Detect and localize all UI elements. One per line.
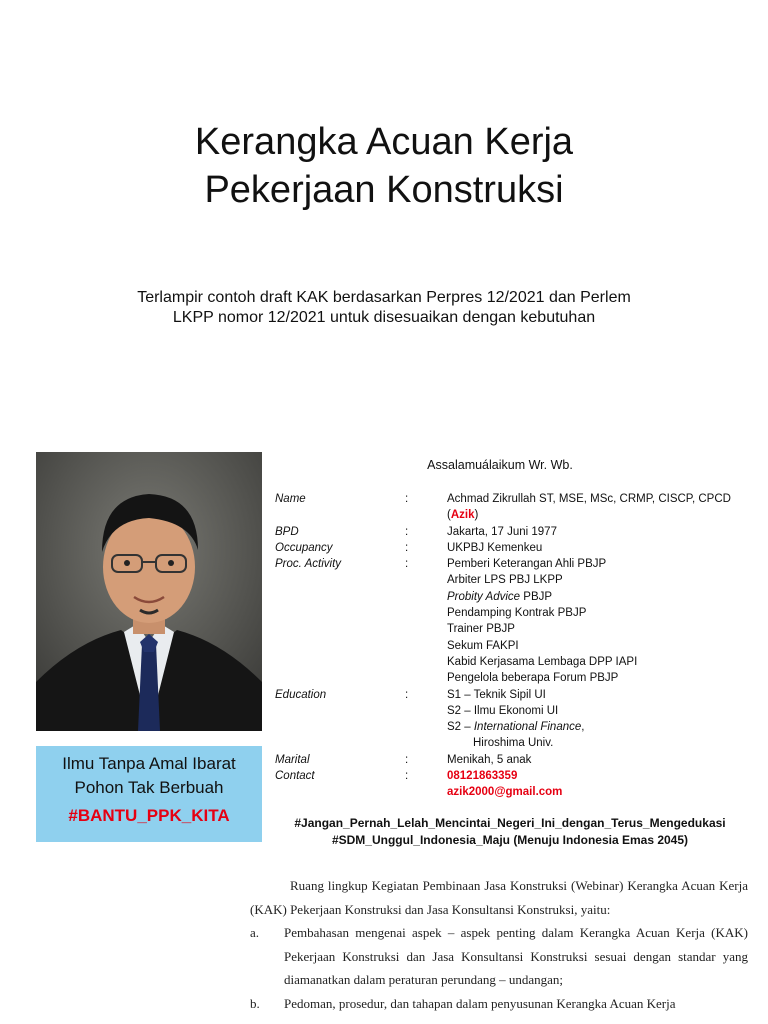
education-item	[447, 719, 755, 735]
profile-info	[275, 491, 755, 801]
proc-item: Pendamping Kontrak PBJP	[447, 607, 587, 620]
proc-item: Pengelola beberapa Forum PBJP	[447, 672, 619, 685]
nick-close: )	[474, 509, 479, 522]
subtitle-line-2: LKPP nomor 12/2021 untuk disesuaikan dengan kebutuhan	[172, 309, 596, 326]
motto-hashtag: #BANTU_PPK_KITA	[68, 806, 230, 825]
motto-box	[36, 746, 262, 842]
marital-value: Menikah, 5 anak	[447, 753, 532, 766]
proc-item: Sekum FAKPI	[447, 639, 519, 652]
contact-phone: 08121863359	[447, 770, 518, 783]
profile-photo	[36, 452, 262, 731]
motto-line-2: Pohon Tak Berbuah	[74, 778, 224, 797]
probity-suffix: PBJP	[520, 590, 553, 603]
contact-list	[447, 768, 755, 801]
motto-line-1: Ilmu Tanpa Amal Ibarat	[62, 754, 236, 773]
education-item: Hiroshima Univ.	[473, 737, 554, 750]
education-list	[447, 687, 755, 752]
bpd-value: Jakarta, 17 Juni 1977	[447, 525, 557, 538]
proc-label: Proc. Activity	[275, 558, 342, 571]
doc-item-text: Pedoman, prosedur, dan tahapan dalam penyusunan Kerangka Acuan Kerja	[284, 995, 676, 1011]
title-line-2: Pekerjaan Konstruksi	[204, 169, 564, 211]
subtitle-line-1: Terlampir contoh draft KAK berdasarkan Perpres 12/2021 dan Perlem	[137, 289, 631, 306]
doc-list-item	[250, 921, 748, 992]
profile-row-bpd	[275, 524, 755, 540]
proc-item: Pemberi Keterangan Ahli PBJP	[447, 558, 607, 571]
doc-intro: Ruang lingkup Kegiatan Pembinaan Jasa Konstruksi (Webinar) Kerangka Acuan Kerja (KAK) Pekerjaan Konstruksi dan Jasa Konsultansi Konstruksi, yaitu:	[250, 878, 748, 917]
profile-row-name	[275, 491, 755, 524]
document-excerpt	[250, 874, 748, 1015]
education-comma: ,	[581, 721, 585, 734]
name-value: Achmad Zikrullah ST, MSE, MSc, CRMP, CISCP, CPCD	[447, 493, 731, 505]
proc-item: Arbiter LPS PBJ LKPP	[447, 574, 563, 587]
doc-item-marker: b.	[250, 995, 260, 1011]
nick-open: (	[447, 509, 451, 522]
doc-item-text: Pembahasan mengenai aspek – aspek penting dalam Kerangka Acuan Kerja (KAK) Pekerjaan Konstruksi dan Jasa Konsultansi Konstruksi sesuai dengan standar yang diamanatkan dalam peraturan perundang – undangan;	[284, 925, 748, 987]
colon: :	[405, 558, 409, 571]
name-nick-line	[447, 507, 755, 523]
profile-row-contact	[275, 768, 755, 801]
name-nick: Azik	[450, 509, 475, 522]
colon: :	[405, 525, 409, 538]
doc-list-item	[250, 992, 748, 1016]
occupancy-value: UKPBJ Kemenkeu	[447, 541, 543, 554]
proc-item: Kabid Kerjasama Lembaga DPP IAPI	[447, 655, 638, 668]
hashtag-line-1: #Jangan_Pernah_Lelah_Mencintai_Negeri_Ini_dengan_Terus_Mengedukasi	[294, 816, 726, 830]
profile-row-occupancy	[275, 540, 755, 556]
education-prefix: S2 –	[447, 721, 474, 734]
hashtag-line-2: #SDM_Unggul_Indonesia_Maju (Menuju Indonesia Emas 2045)	[331, 833, 689, 847]
slide-title	[0, 118, 768, 214]
hashtag-block	[260, 815, 760, 849]
proc-list	[447, 556, 755, 686]
portrait-illustration	[36, 452, 262, 731]
name-value-cell	[447, 491, 755, 524]
occupancy-label: Occupancy	[275, 541, 333, 554]
education-item: S1 – Teknik Sipil UI	[447, 688, 546, 701]
marital-label: Marital	[275, 753, 310, 766]
proc-item: Trainer PBJP	[447, 623, 515, 636]
colon: :	[405, 541, 409, 554]
colon: :	[405, 770, 409, 783]
colon: :	[405, 753, 409, 766]
probity-advice-text: Probity Advice	[447, 590, 521, 603]
contact-email: azik2000@gmail.com	[447, 786, 563, 799]
doc-item-marker: a.	[250, 925, 260, 940]
colon: :	[405, 493, 409, 505]
name-label: Name	[275, 493, 306, 505]
colon: :	[405, 688, 409, 701]
education-label: Education	[275, 688, 327, 701]
contact-label: Contact	[275, 770, 315, 783]
education-major: International Finance	[473, 721, 582, 734]
greeting: Assalamuálaikum Wr. Wb.	[427, 458, 573, 472]
profile-row-education	[275, 687, 755, 752]
education-item: S2 – Ilmu Ekonomi UI	[447, 704, 559, 717]
title-line-1: Kerangka Acuan Kerja	[194, 121, 574, 163]
profile-row-proc	[275, 556, 755, 686]
proc-item	[447, 589, 755, 605]
profile-row-marital	[275, 752, 755, 768]
bpd-label: BPD	[275, 525, 299, 538]
slide-subtitle	[0, 288, 768, 328]
